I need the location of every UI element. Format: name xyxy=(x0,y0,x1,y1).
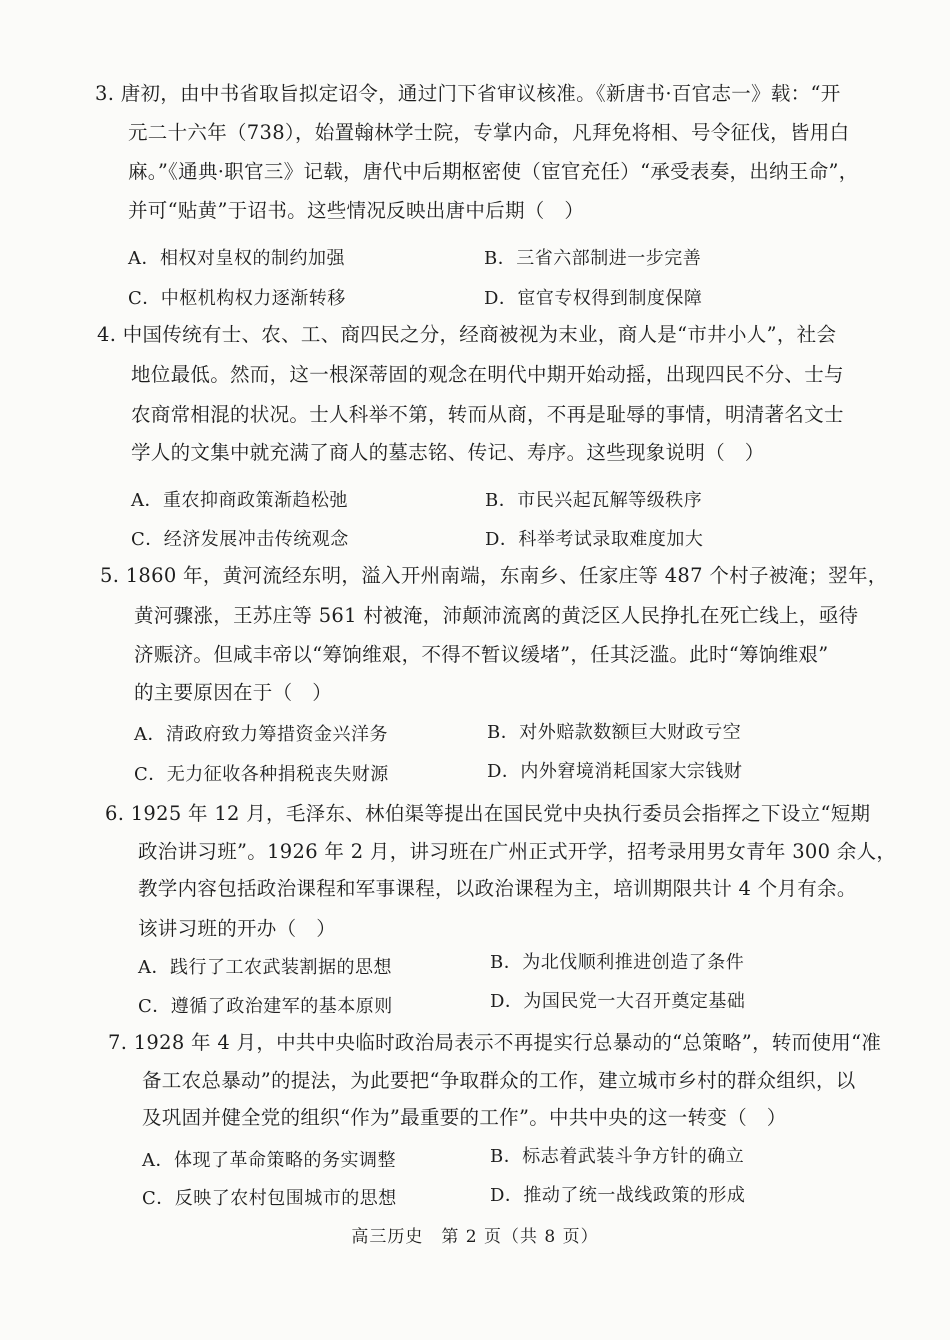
question-6-line-1: 6. 1925 年 12 月，毛泽东、林伯渠等提出在国民党中央执行委员会指挥之下设立“短期 xyxy=(105,802,871,825)
question-7-option-b: B．标志着武装斗争方针的确立 xyxy=(490,1146,745,1167)
question-3-option-c: C．中枢机构权力逐渐转移 xyxy=(128,288,346,309)
question-4-line-2: 地位最低。然而，这一根深蒂固的观念在明代中期开始动摇，出现四民不分、士与 xyxy=(131,363,844,386)
question-4-option-a: A．重农抑商政策渐趋松弛 xyxy=(131,490,348,511)
question-5-line-3: 济赈济。但咸丰帝以“筹饷维艰，不得不暂议缓堵”，任其泛滥。此时“筹饷维艰” xyxy=(134,643,829,666)
question-6-line-2: 政治讲习班”。1926 年 2 月，讲习班在广州正式开学，招考录用男女青年 300 余人， xyxy=(138,840,897,863)
question-4-option-c: C．经济发展冲击传统观念 xyxy=(131,529,349,550)
question-3-option-a: A．相权对皇权的制约加强 xyxy=(128,248,345,269)
question-3-line-3: 麻。”《通典·职官三》记载，唐代中后期枢密使（宦官充任）“承受表奏，出纳王命”， xyxy=(128,160,859,183)
question-3-option-b: B．三省六部制进一步完善 xyxy=(484,248,702,269)
question-4-option-d: D．科举考试录取难度加大 xyxy=(485,529,704,550)
question-5-option-c: C．无力征收各种捐税丧失财源 xyxy=(134,764,389,785)
question-5-line-1: 5. 1860 年，黄河流经东明，溢入开州南端，东南乡、任家庄等 487 个村子被淹；翌年， xyxy=(100,564,888,587)
question-6-line-4: 该讲习班的开办（ ） xyxy=(138,917,337,940)
question-6-line-3: 教学内容包括政治课程和军事课程，以政治课程为主，培训期限共计 4 个月有余。 xyxy=(138,877,857,900)
question-6-option-a: A．践行了工农武装割据的思想 xyxy=(138,957,392,978)
question-3-line-2: 元二十六年（738），始置翰林学士院，专掌内命，凡拜免将相、号令征伐，皆用白 xyxy=(128,121,850,144)
question-3-line-4: 并可“贴黄”于诏书。这些情况反映出唐中后期（ ） xyxy=(128,199,585,222)
question-7-option-c: C．反映了农村包围城市的思想 xyxy=(142,1188,397,1209)
question-4-line-1: 4. 中国传统有士、农、工、商四民之分，经商被视为末业，商人是“市井小人”，社会 xyxy=(97,323,837,346)
question-6-option-c: C．遵循了政治建军的基本原则 xyxy=(138,996,393,1017)
question-4-option-b: B．市民兴起瓦解等级秩序 xyxy=(485,490,703,511)
question-3-option-d: D．宦官专权得到制度保障 xyxy=(484,288,703,309)
question-5-option-d: D．内外窘境消耗国家大宗钱财 xyxy=(487,761,743,782)
question-7-option-a: A．体现了革命策略的务实调整 xyxy=(142,1150,396,1171)
question-5-line-2: 黄河骤涨，王苏庄等 561 村被淹，沛颠沛流离的黄泛区人民挣扎在死亡线上，亟待 xyxy=(134,604,859,627)
question-5-line-4: 的主要原因在于（ ） xyxy=(134,681,333,704)
question-5-option-a: A．清政府致力筹措资金兴洋务 xyxy=(134,724,388,745)
question-7-line-2: 备工农总暴动”的提法，为此要把“争取群众的工作，建立城市乡村的群众组织，以 xyxy=(142,1069,856,1092)
question-7-line-1: 7. 1928 年 4 月，中共中央临时政治局表示不再提实行总暴动的“总策略”，转而使用“准 xyxy=(108,1031,882,1054)
page-footer: 高三历史 第 2 页（共 8 页） xyxy=(351,1227,599,1247)
question-7-line-3: 及巩固并健全党的组织“作为”最重要的工作”。中共中央的这一转变（ ） xyxy=(142,1106,787,1129)
question-5-option-b: B．对外赔款数额巨大财政亏空 xyxy=(487,722,742,743)
question-4-line-4: 学人的文集中就充满了商人的墓志铭、传记、寿序。这些现象说明（ ） xyxy=(131,441,765,464)
question-3-line-1: 3. 唐初，由中书省取旨拟定诏令，通过门下省审议核准。《新唐书·百官志一》载：“开 xyxy=(95,82,841,105)
question-6-option-b: B．为北伐顺利推进创造了条件 xyxy=(490,952,745,973)
question-6-option-d: D．为国民党一大召开奠定基础 xyxy=(490,991,746,1012)
question-7-option-d: D．推动了统一战线政策的形成 xyxy=(490,1185,746,1206)
question-4-line-3: 农商常相混的状况。士人科举不第，转而从商，不再是耻辱的事情，明清著名文士 xyxy=(131,403,844,426)
